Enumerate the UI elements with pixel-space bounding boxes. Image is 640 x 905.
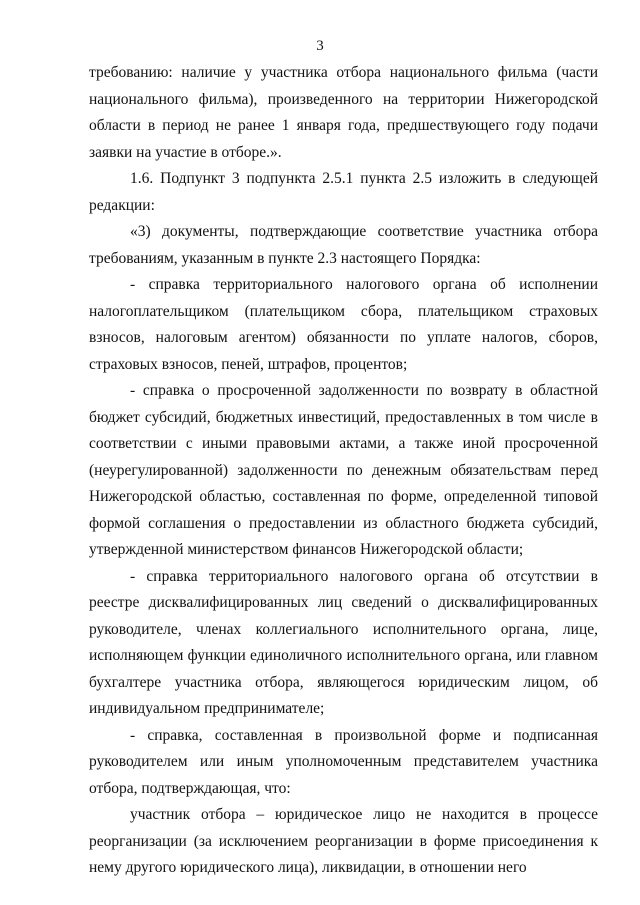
document-body xyxy=(89,60,598,882)
paragraph-debt-certificate: - справка о просроченной задолженности по возврату в областной бюджет субсидий, бюджетных инвестиций, предоставленных в том числе в соответствии с иными правовыми актами, а также иной просроченной (неурегулированной) задолженности по денежным обязательствам перед Нижегородской областью, составленная по форме, определенной типовой формой соглашения о предоставлении из областного бюджета субсидий, утвержденной министерством финансов Нижегородской области; xyxy=(89,382,598,558)
paragraph-arbitrary-form-certificate: - справка, составленная в произвольной форме и подписанная руководителем или иным уполномоченным представителем участника отбора, подтверждающая, что: xyxy=(89,726,598,797)
paragraph-disqualified-persons-certificate: - справка территориального налогового органа об отсутствии в реестре дисквалифицированных лиц сведений о дисквалифицированных руководителе, членах коллегиального исполнительного органа, лице, исполняющем функции единоличного исполнительного органа, или главном бухгалтере участника отбора, являющегося юридическим лицом, об индивидуальном предпринимателе; xyxy=(89,567,598,717)
paragraph-reorganization-condition: участник отбора – юридическое лицо не находится в процессе реорганизации (за исключением реорганизации в форме присоединения к нему другого юридического лица), ликвидации, в отношении него xyxy=(89,806,598,876)
page-number: 3 xyxy=(316,38,324,54)
paragraph-amendment-1-6: 1.6. Подпункт 3 подпункта 2.5.1 пункта 2.5 изложить в следующей редакции: xyxy=(89,170,598,214)
paragraph-requirement-end: требованию: наличие у участника отбора национального фильма (части национального фильма), произведенного на территории Нижегородской области в период не ранее 1 января года, предшествующего году подачи заявки на участие в отборе.». xyxy=(89,64,598,161)
paragraph-documents-list-intro: «3) документы, подтверждающие соответствие участника отбора требованиям, указанным в пункте 2.3 настоящего Порядка: xyxy=(89,223,598,267)
paragraph-tax-certificate: - справка территориального налогового органа об исполнении налогоплательщиком (плательщиком сбора, плательщиком страховых взносов, налоговым агентом) обязанности по уплате налогов, сборов, страховых взносов, пеней, штрафов, процентов; xyxy=(89,276,598,373)
